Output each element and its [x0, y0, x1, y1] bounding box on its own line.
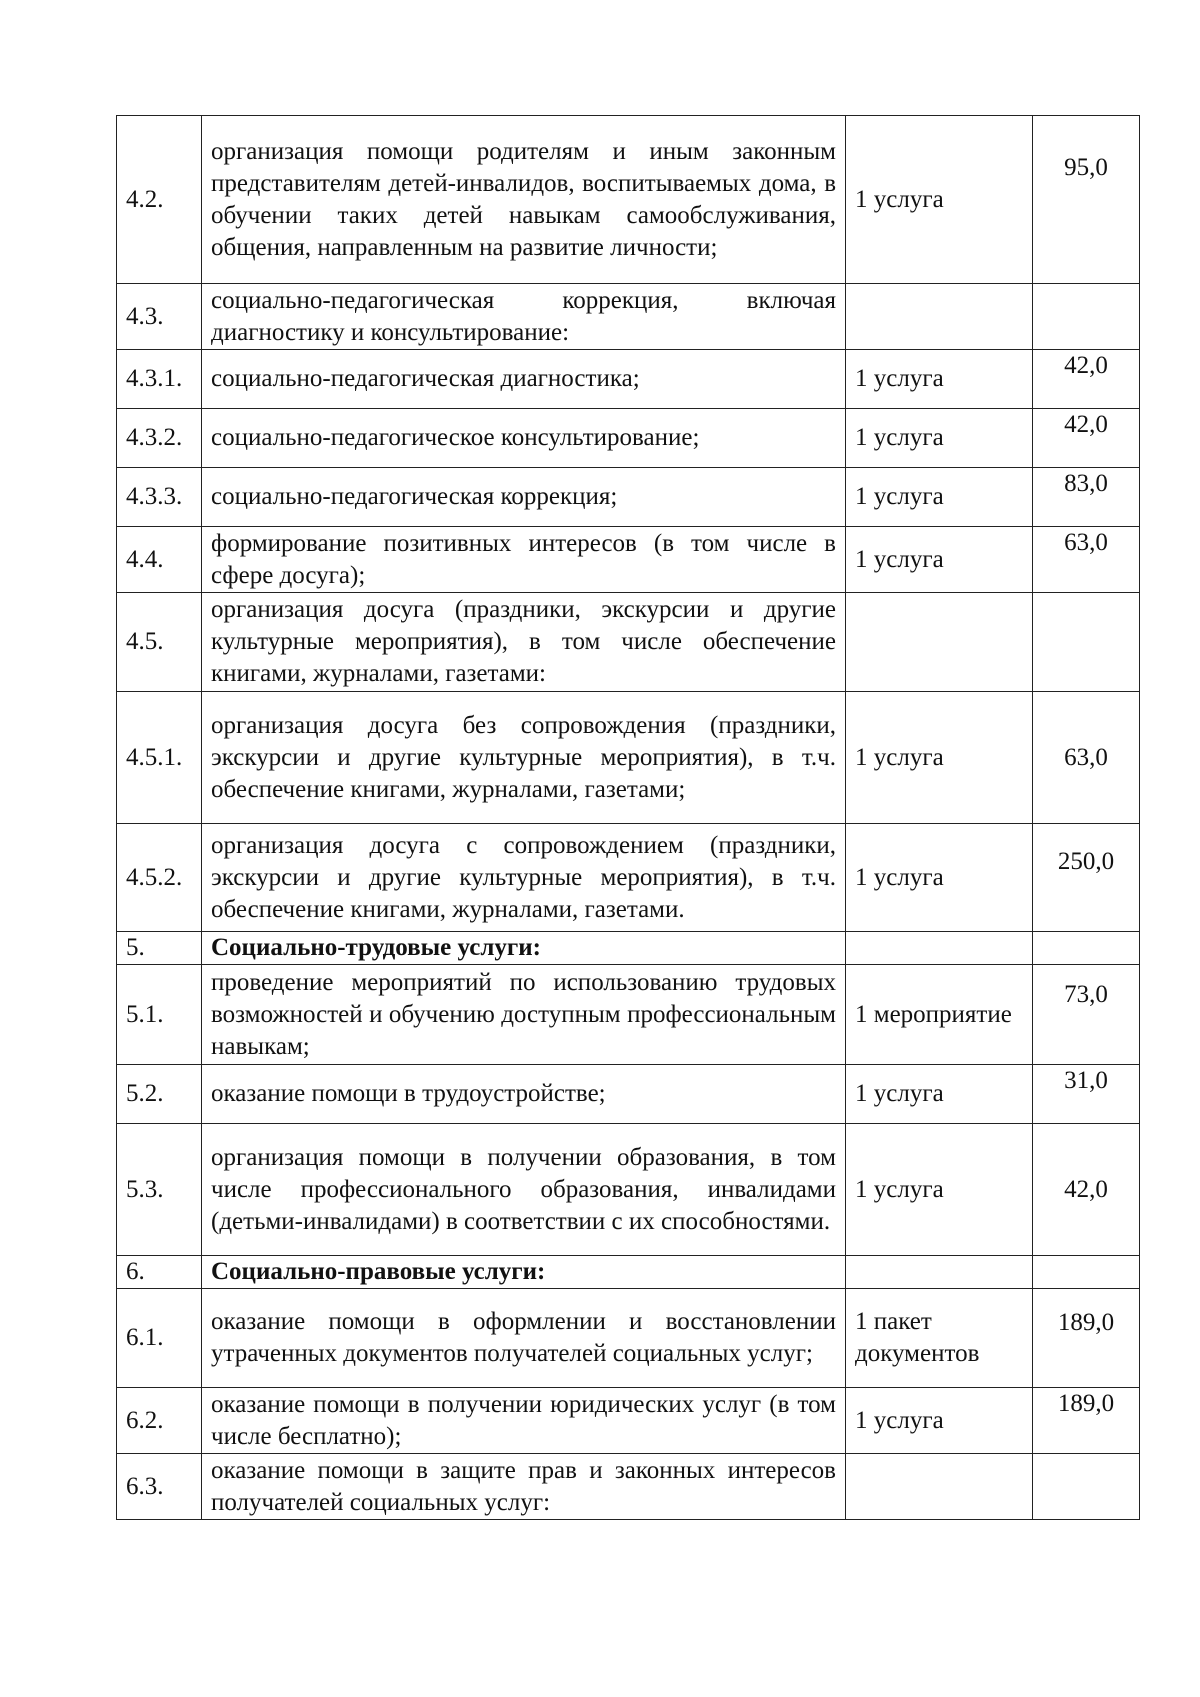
- service-unit: 1 услуга: [846, 1065, 1033, 1124]
- service-price: 42,0: [1033, 350, 1140, 409]
- service-name: организация помощи родителям и иным законным представителям детей-инвалидов, воспитываемых дома, в обучении таких детей навыкам самообслуживания, общения, направленным на развитие личности;: [202, 116, 846, 284]
- row-number: 4.3.: [117, 284, 202, 350]
- row-number: 5.1.: [117, 965, 202, 1065]
- table-row: [117, 1124, 1140, 1256]
- service-unit: 1 пакет документов: [846, 1289, 1033, 1388]
- service-unit: 1 услуга: [846, 692, 1033, 824]
- service-name: социально-педагогическая диагностика;: [202, 350, 846, 409]
- service-unit: 1 услуга: [846, 1124, 1033, 1256]
- service-price: [1033, 1454, 1140, 1520]
- service-price: 95,0: [1033, 116, 1140, 284]
- service-name: организация досуга с сопровождением (праздники, экскурсии и другие культурные мероприятия), в т.ч. обеспечение книгами, журналами, газетами.: [202, 824, 846, 932]
- table-row: [117, 1454, 1140, 1520]
- service-price: [1033, 1256, 1140, 1289]
- section-title: Социально-трудовые услуги:: [202, 932, 846, 965]
- service-unit: [846, 284, 1033, 350]
- service-price: [1033, 932, 1140, 965]
- service-unit: 1 услуга: [846, 527, 1033, 593]
- row-number: 5.2.: [117, 1065, 202, 1124]
- service-price: 250,0: [1033, 824, 1140, 932]
- row-number: 4.5.: [117, 593, 202, 692]
- table-row: [117, 350, 1140, 409]
- section-title: Социально-правовые услуги:: [202, 1256, 846, 1289]
- table-row: [117, 527, 1140, 593]
- service-name: организация помощи в получении образования, в том числе профессионального образования, инвалидами (детьми-инвалидами) в соответствии с их способностями.: [202, 1124, 846, 1256]
- service-price: 83,0: [1033, 468, 1140, 527]
- row-number: 4.3.3.: [117, 468, 202, 527]
- table-row: [117, 692, 1140, 824]
- table-row: [117, 965, 1140, 1065]
- service-price: [1033, 284, 1140, 350]
- service-unit: [846, 593, 1033, 692]
- table-row: [117, 593, 1140, 692]
- service-unit: 1 услуга: [846, 1388, 1033, 1454]
- row-number: 5.3.: [117, 1124, 202, 1256]
- service-unit: 1 услуга: [846, 824, 1033, 932]
- service-name: оказание помощи в получении юридических услуг (в том числе бесплатно);: [202, 1388, 846, 1454]
- table-row: [117, 468, 1140, 527]
- service-price: 189,0: [1033, 1289, 1140, 1388]
- service-unit: 1 услуга: [846, 350, 1033, 409]
- table-row: [117, 116, 1140, 284]
- table-row: [117, 284, 1140, 350]
- service-name: социально-педагогическая коррекция, включая диагностику и консультирование:: [202, 284, 846, 350]
- service-name: проведение мероприятий по использованию трудовых возможностей и обучению доступным профессиональным навыкам;: [202, 965, 846, 1065]
- service-price: 42,0: [1033, 1124, 1140, 1256]
- row-number: 4.5.2.: [117, 824, 202, 932]
- row-number: 6.1.: [117, 1289, 202, 1388]
- service-price: 63,0: [1033, 527, 1140, 593]
- service-unit: [846, 1256, 1033, 1289]
- row-number: 4.4.: [117, 527, 202, 593]
- section-row: [117, 932, 1140, 965]
- table-row: [117, 409, 1140, 468]
- row-number: 6.3.: [117, 1454, 202, 1520]
- table-row: [117, 1388, 1140, 1454]
- service-name: социально-педагогическое консультирование;: [202, 409, 846, 468]
- service-price: 42,0: [1033, 409, 1140, 468]
- service-price: 189,0: [1033, 1388, 1140, 1454]
- table-row: [117, 1065, 1140, 1124]
- service-name: оказание помощи в трудоустройстве;: [202, 1065, 846, 1124]
- service-name: организация досуга без сопровождения (праздники, экскурсии и другие культурные мероприятия), в т.ч. обеспечение книгами, журналами, газетами;: [202, 692, 846, 824]
- table-row: [117, 824, 1140, 932]
- service-price: 73,0: [1033, 965, 1140, 1065]
- row-number: 4.3.1.: [117, 350, 202, 409]
- row-number: 4.2.: [117, 116, 202, 284]
- service-price: [1033, 593, 1140, 692]
- service-name: оказание помощи в защите прав и законных интересов получателей социальных услуг:: [202, 1454, 846, 1520]
- service-unit: 1 мероприятие: [846, 965, 1033, 1065]
- row-number: 4.3.2.: [117, 409, 202, 468]
- service-price: 63,0: [1033, 692, 1140, 824]
- service-name: социально-педагогическая коррекция;: [202, 468, 846, 527]
- service-price: 31,0: [1033, 1065, 1140, 1124]
- row-number: 6.2.: [117, 1388, 202, 1454]
- row-number: 4.5.1.: [117, 692, 202, 824]
- tariff-table: [116, 115, 1140, 1520]
- service-unit: 1 услуга: [846, 468, 1033, 527]
- service-name: оказание помощи в оформлении и восстановлении утраченных документов получателей социальных услуг;: [202, 1289, 846, 1388]
- service-name: формирование позитивных интересов (в том числе в сфере досуга);: [202, 527, 846, 593]
- table-row: [117, 1289, 1140, 1388]
- service-name: организация досуга (праздники, экскурсии и другие культурные мероприятия), в том числе обеспечение книгами, журналами, газетами:: [202, 593, 846, 692]
- service-unit: 1 услуга: [846, 116, 1033, 284]
- section-number: 5.: [117, 932, 202, 965]
- section-row: [117, 1256, 1140, 1289]
- service-unit: 1 услуга: [846, 409, 1033, 468]
- service-unit: [846, 1454, 1033, 1520]
- section-number: 6.: [117, 1256, 202, 1289]
- service-unit: [846, 932, 1033, 965]
